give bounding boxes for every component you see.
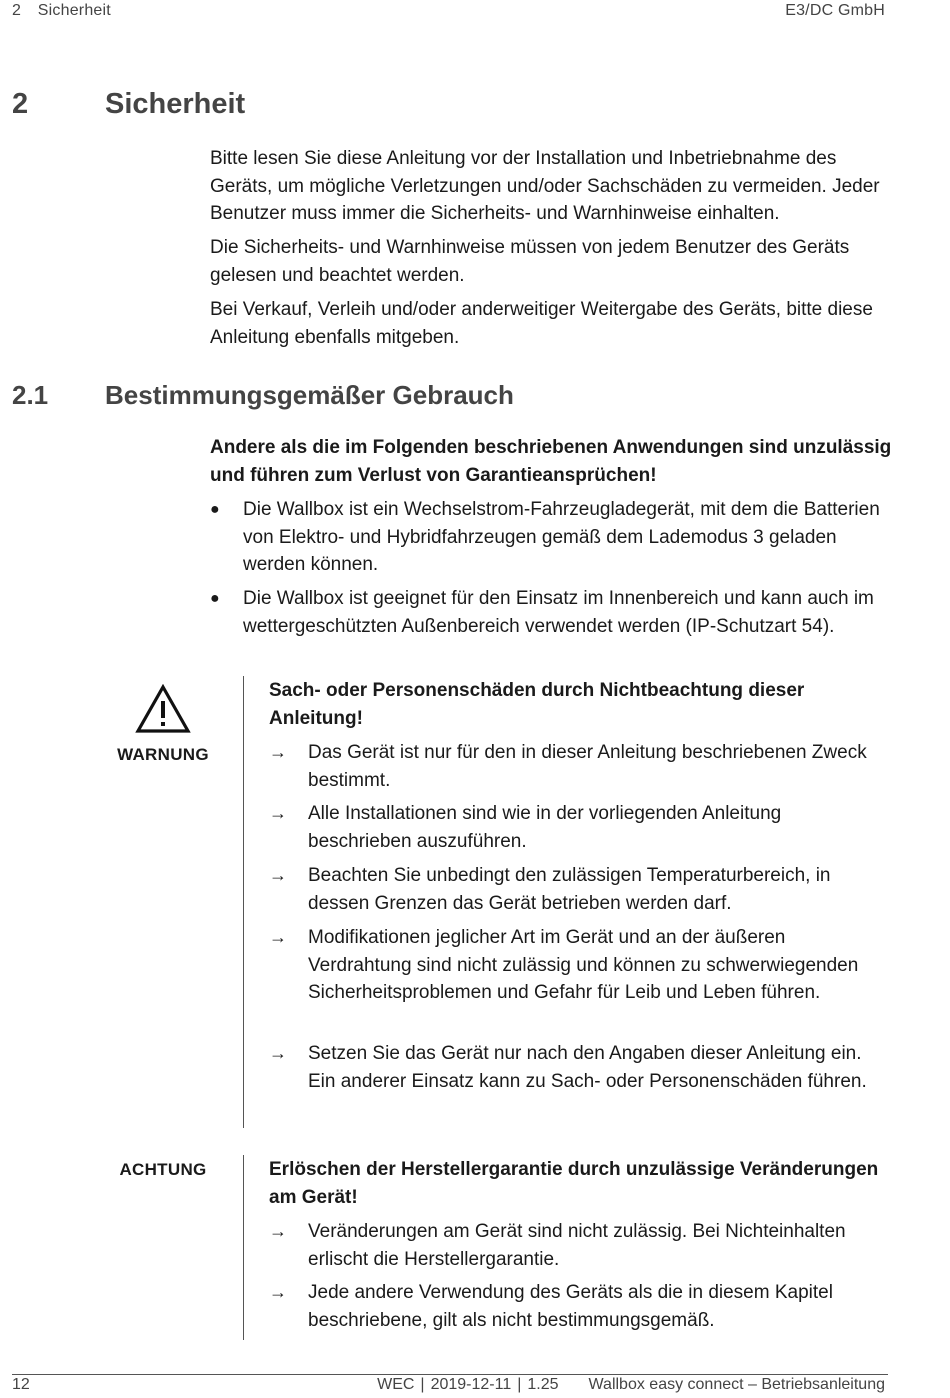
footer-doc-code: WEC [377,1376,415,1393]
warning-item-text: Setzen Sie das Gerät nur nach den Angaben dieser Anleitung ein. Ein anderer Einsatz kann zu Sach- oder Personenschäden führen. [308,1043,867,1092]
warning-item [269,800,889,855]
list-item-text: Die Wallbox ist geeignet für den Einsatz im Innenbereich und kann auch im wettergeschützten Außenbereich verwendet werden (IP-Schutzart 54). [243,588,874,637]
warning-item-text: Alle Installationen sind wie in der vorliegenden Anleitung beschrieben auszuführen. [308,803,782,852]
list-item [210,585,900,640]
warning-heading: Sach- oder Personenschäden durch Nichtbeachtung dieser Anleitung! [269,680,805,729]
list-item [210,496,900,579]
section-title [12,380,514,411]
warning-item [269,739,889,794]
running-header-company: E3/DC GmbH [785,2,885,19]
warning-item [269,1040,889,1095]
caution-divider [243,1155,244,1340]
chapter-number: 2 [12,88,29,120]
warning-item [269,924,889,1007]
warning-item-text: Modifikationen jeglicher Art im Gerät und an der äußeren Verdrahtung sind nicht zulässig und können zu schwerwiegenden Sicherheitsproblemen und Gefahr für Leib und Leben führen. [308,927,859,1003]
arrow-right-icon: → [269,927,287,947]
caution-heading: Erlöschen der Herstellergarantie durch unzulässige Veränderungen am Gerät! [269,1159,879,1208]
running-header-chapter [12,2,111,22]
warning-label: WARNUNG [117,745,209,764]
chapter-paragraph: Bitte lesen Sie diese Anleitung vor der Installation und Inbetriebnahme des Geräts, um mögliche Verletzungen und/oder Sachschäden zu vermeiden. Jeder Benutzer muss immer die Sicherheits- und Warnhinweise einhalten. [210,148,880,224]
bullet-icon: ● [210,501,220,518]
chapter-paragraph: Bei Verkauf, Verleih und/oder anderweitiger Weitergabe des Geräts, bitte diese Anleitung ebenfalls mitgeben. [210,299,873,348]
arrow-right-icon: → [269,1043,287,1063]
footer-rule [12,1374,888,1375]
section-number: 2.1 [12,380,49,410]
chapter-paragraph: Die Sicherheits- und Warnhinweise müssen von jedem Benutzer des Geräts gelesen und beachtet werden. [210,237,850,286]
caution-item-text: Veränderungen am Gerät sind nicht zulässig. Bei Nichteinhalten erlischt die Herstellergarantie. [308,1221,846,1270]
page-footer [12,1376,885,1394]
warning-item [269,862,889,917]
warning-item-text: Das Gerät ist nur für den in dieser Anleitung beschriebenen Zweck bestimmt. [308,742,867,791]
warning-triangle-icon [135,684,191,734]
warning-item-text: Beachten Sie unbedingt den zulässigen Temperaturbereich, in dessen Grenzen das Gerät betrieben werden darf. [308,865,831,914]
arrow-right-icon: → [269,865,287,885]
chapter-title [12,88,245,121]
running-header-chapter-name: Sicherheit [37,2,111,19]
caution-item [269,1279,889,1334]
footer-doc-info [377,1376,885,1394]
bullet-icon: ● [210,590,220,607]
list-item-text: Die Wallbox ist ein Wechselstrom-Fahrzeugladegerät, mit dem die Batterien von Elektro- und Hybridfahrzeugen gemäß dem Lademodus 3 geladen werden können. [243,499,880,575]
section-intro-warning: Andere als die im Folgenden beschriebenen Anwendungen sind unzulässig und führen zum Verlust von Garantieansprüchen! [210,437,892,486]
chapter-heading: Sicherheit [105,88,246,120]
footer-version: 1.25 [527,1376,559,1393]
footer-date: 2019-12-11 [430,1376,512,1393]
caution-item-text: Jede andere Verwendung des Geräts als die in diesem Kapitel beschriebene, gilt als nicht bestimmungsgemäß. [308,1282,833,1331]
arrow-right-icon: → [269,1221,287,1241]
caution-label: ACHTUNG [119,1160,207,1179]
arrow-right-icon: → [269,1282,287,1302]
caution-item [269,1218,889,1273]
arrow-right-icon: → [269,742,287,762]
arrow-right-icon: → [269,803,287,823]
footer-separator: | [517,1376,522,1393]
footer-doc-title: Wallbox easy connect – Betriebsanleitung [588,1376,885,1393]
running-header-chapter-num: 2 [12,2,22,19]
warning-divider [243,676,244,1128]
page-number: 12 [12,1376,30,1393]
section-heading: Bestimmungsgemäßer Gebrauch [105,380,514,410]
footer-separator: | [420,1376,425,1393]
running-header [12,2,885,22]
